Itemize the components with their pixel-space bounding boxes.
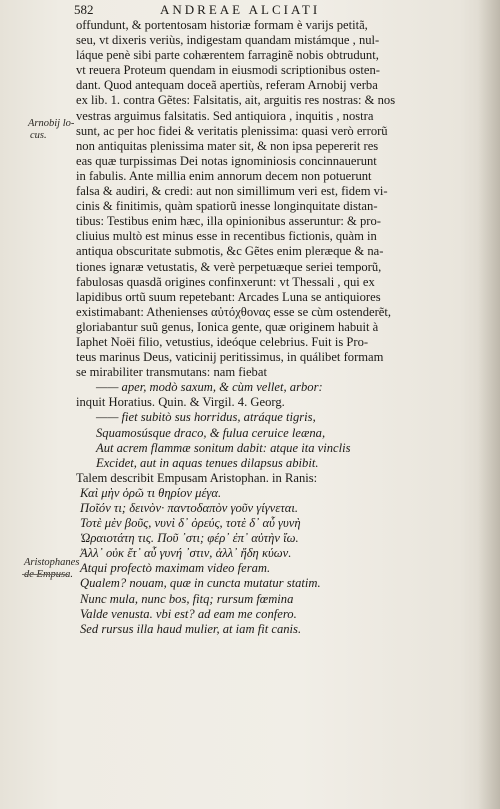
text-line: láque penè sibi parte cohærentem farraginẽ nobis obtrudunt, bbox=[76, 48, 379, 63]
text-line: non antiquitas plenissima mater sit, & non ipsa pepererit res bbox=[76, 138, 379, 153]
text-line: Ὡραιοτάτη τις. Ποῦ ᾽στι; φέρ᾽ ἐπ᾽ αὐτὴν ἴω. bbox=[80, 531, 299, 546]
text-line: gloriabantur suũ genus, Ionica gente, quæ originem habuit à bbox=[76, 319, 379, 334]
margin-note-rule bbox=[22, 574, 68, 575]
margin-note-line: de Empusa. bbox=[24, 569, 73, 580]
text-line: ex lib. 1. contra Gẽtes: Falsitatis, ait, arguitis res nostras: & nos bbox=[76, 93, 396, 108]
text-line: Squamosúsque draco, & fulua ceruice leæna, bbox=[96, 425, 326, 440]
text-line: antiqua obscuritate submotis, &c Gẽtes enim pleræque & na- bbox=[76, 244, 384, 259]
running-header bbox=[74, 2, 474, 18]
margin-note-line: cus. bbox=[30, 130, 47, 141]
text-line: Nunc mula, nunc bos, fitq; rursum fœmina bbox=[80, 591, 294, 606]
margin-note-line: Aristophanes bbox=[24, 557, 80, 568]
text-line: offundunt, & portentosam historiæ formam è varijs petitã, bbox=[76, 18, 368, 32]
text-line: Aut acrem flammæ sonitum dabit: atque ita vinclis bbox=[96, 440, 351, 455]
text-line: tiones ignaræ vetustatis, & verè perpetuæque seriei temporũ, bbox=[76, 259, 382, 274]
text-line: —— fiet subitò sus horridus, atráque tigris, bbox=[96, 410, 316, 425]
text-line: lapidibus ortũ suum repetebant: Arcades Luna se antiquiores bbox=[76, 289, 381, 304]
text-line: cliuius multò est minus esse in recentibus fictionis, quàm in bbox=[76, 229, 377, 244]
text-line: existimabant: Athenienses αὐτόχθονας esse se cùm ostenderẽt, bbox=[76, 304, 392, 319]
text-line: Sed rursus illa haud mulier, at iam fit canis. bbox=[80, 621, 302, 636]
text-line: Ποῖόν τι; δεινὸν· παντοδαπὸν γοῦν γίγνεται. bbox=[80, 501, 299, 515]
running-title: ANDREAE ALCIATI bbox=[160, 2, 321, 17]
text-line: in fabulis. Ante millia enim annorum decem non potuerunt bbox=[76, 168, 372, 183]
text-line: seu, vt dixeris veriùs, indigestam quandam mistámque , nul- bbox=[76, 33, 380, 48]
text-line: Ἀλλ᾽ οὐκ ἔτ᾽ αὖ γυνή ᾽στιν, ἀλλ᾽ ἤδη κύων. bbox=[80, 546, 292, 561]
text-line: vestras arguimus falsitatis. Sed antiquiora , inquitis , nostra bbox=[76, 108, 374, 123]
text-line: Καὶ μὴν ὁρῶ τι θηρίον μέγα. bbox=[80, 485, 222, 500]
text-line: inquit Horatius. Quin. & Virgil. 4. Georg. bbox=[76, 395, 285, 410]
text-line: Excidet, aut in aquas tenues dilapsus abibit. bbox=[96, 455, 319, 470]
text-line: fabulosas quasdã origines confinxerunt: vt Thessali , qui ex bbox=[76, 274, 375, 289]
text-line: Talem describit Empusam Aristophan. in Ranis: bbox=[76, 470, 318, 485]
text-line: se mirabiliter transmutans: nam fiebat bbox=[76, 365, 267, 380]
main-text bbox=[76, 18, 484, 637]
text-line: Iaphet Noëi filio, vetustius, ideóque celebrius. Fuit is Pro- bbox=[76, 334, 369, 349]
text-line: Atqui profectò maximam video feram. bbox=[80, 561, 271, 576]
text-line: dant. Quod antequam doceã apertiùs, referam Arnobij verba bbox=[76, 78, 378, 93]
text-line: teus marinus Deus, vaticinij peritissimus, in quálibet formam bbox=[76, 350, 384, 365]
text-line: Qualem? nouam, quæ in cuncta mutatur statim. bbox=[80, 576, 321, 591]
text-line: falsa & audiri, & credi: aut non simillimum veri est, fidem vi- bbox=[76, 184, 388, 199]
text-line: Τοτὲ μὲν βοῦς, νυνὶ δ᾽ ὀρεύς, τοτὲ δ᾽ αὖ γυνὴ bbox=[80, 516, 301, 531]
margin-note-aristophanes bbox=[24, 557, 78, 581]
text-line: eas quæ turpissimas Dei notas ignominiosis concinnauerunt bbox=[76, 153, 377, 168]
page-number: 582 bbox=[74, 2, 94, 17]
text-line: tibus: Testibus enim hæc, illa opinionibus asseruntur: & pro- bbox=[76, 214, 381, 229]
text-line: —— aper, modò saxum, & cùm vellet, arbor: bbox=[96, 380, 323, 395]
margin-note-arnobius bbox=[28, 118, 82, 142]
text-line: vt reuera Proteum quendam in eiusmodi scriptionibus osten- bbox=[76, 63, 380, 78]
margin-note-line: Arnobij lo- bbox=[28, 118, 75, 129]
text-line: cinis & finitimis, quàm spatiorũ inesse longinquitate distan- bbox=[76, 199, 378, 214]
text-line: sunt, ac per hoc fidei & veritatis plenissima: quasi verò errorũ bbox=[76, 123, 388, 138]
text-line: Valde venusta. vbi est? ad eam me confero. bbox=[80, 606, 297, 621]
